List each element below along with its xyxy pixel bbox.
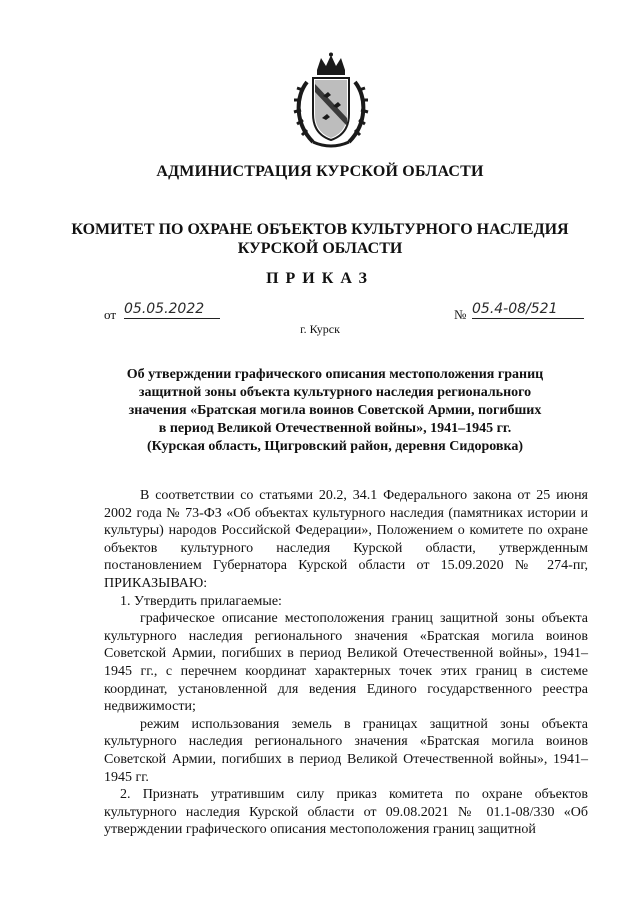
clause-1-graphic-description: графическое описание местоположения границ защитной зоны объекта культурного наследия регионального значения «Братская могила воинов Советской Армии, погибших в период Великой Отечественной войны», 1941–1945 гг., с перечнем координат характерных точек этих границ в системе координат, установленной для ведения Единого государственного реестра недвижимости; — [104, 611, 588, 715]
order-body — [104, 487, 588, 839]
committee-title-line-1: КОМИТЕТ ПО ОХРАНЕ ОБЪЕКТОВ КУЛЬТУРНОГО НАСЛЕДИЯ — [71, 221, 569, 238]
subject-line-2: защитной зоны объекта культурного наследия регионального — [138, 385, 532, 400]
number-label: № — [454, 307, 467, 322]
subject-line-3: значения «Братская могила воинов Советской Армии, погибших — [128, 403, 542, 418]
committee-title-line-2: КУРСКОЙ ОБЛАСТИ — [237, 240, 403, 257]
coat-of-arms-icon — [293, 52, 369, 152]
handwritten-date: 05.05.2022 — [124, 300, 220, 319]
handwritten-order-number: 05.4-08/521 — [472, 300, 584, 319]
committee-title — [60, 220, 580, 258]
clause-1: 1. Утвердить прилагаемые: — [120, 593, 282, 609]
city-label: г. Курск — [300, 322, 340, 336]
subject-line-4: в период Великой Отечественной войны», 1941–1945 гг. — [158, 421, 512, 436]
document-type-heading: ПРИКАЗ — [266, 270, 374, 287]
organization-title: АДМИНИСТРАЦИЯ КУРСКОЙ ОБЛАСТИ — [156, 163, 484, 180]
date-label: от — [104, 307, 117, 322]
clause-2: 2. Признать утратившим силу приказ комитета по охране объектов культурного наследия Курской области от 09.08.2021 № 01.1-08/330 «Об утверждении графического описания местоположения границ защитной — [104, 787, 588, 838]
subject-line-1: Об утверждении графического описания местоположения границ — [126, 367, 544, 382]
order-subject — [105, 366, 565, 456]
clause-1-land-use-regime: режим использования земель в границах защитной зоны объекта культурного наследия регионального значения «Братская могила воинов Советской Армии, погибших в период Великой Отечественной войны», 1941–1945 гг. — [104, 716, 588, 785]
subject-line-5: (Курская область, Щигровский район, деревня Сидоровка) — [147, 439, 523, 454]
preamble-paragraph: В соответствии со статьями 20.2, 34.1 Федерального закона от 25 июня 2002 года № 73-ФЗ «Об объектах культурного наследия (памятниках истории и культуры) народов Российской Федерации», Положением о комитете по охране объектов культурного наследия Курской области, утвержденным постановлением Губернатора Курской области от 15.09.2020 № 274-пг, ПРИКАЗЫВАЮ: — [104, 488, 588, 591]
